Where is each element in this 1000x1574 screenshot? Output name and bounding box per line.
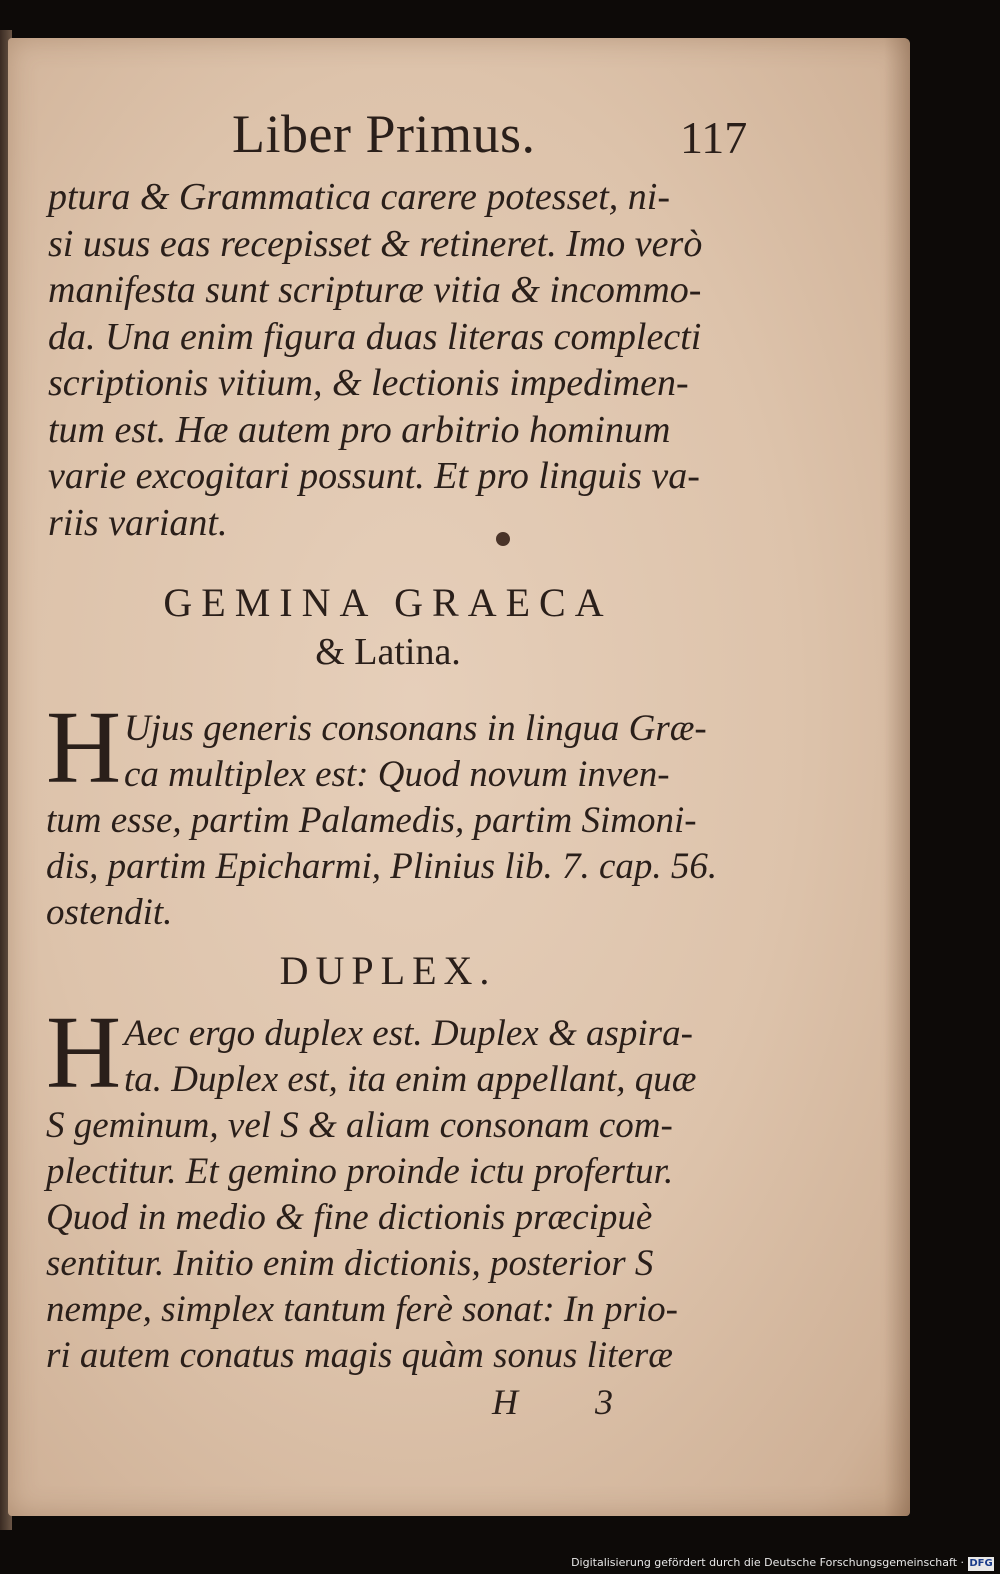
dfg-logo: DFG <box>969 1558 993 1569</box>
text-line: si usus eas recepisset & retineret. Imo verò <box>48 222 703 265</box>
text-line: ptura & Grammatica carere potesset, ni- <box>48 176 670 218</box>
text-line: nempe, simplex tantum ferè sonat: In prio- <box>46 1289 678 1330</box>
text-line: ca multiplex est: Quod novum inven- <box>124 754 670 795</box>
text-line: manifesta sunt scripturæ vitia & incommo- <box>48 269 702 311</box>
text-line: varie excogitari possunt. Et pro linguis va- <box>48 455 700 497</box>
signature-mark: H 3 <box>492 1382 647 1422</box>
paragraph-gemina <box>46 706 766 936</box>
page-gutter-shadow <box>884 38 910 1516</box>
book-page <box>8 38 910 1516</box>
paragraph-duplex <box>46 1011 766 1379</box>
text-line: Ujus generis consonans in lingua Græ- <box>124 708 707 749</box>
text-line: Aec ergo duplex est. Duplex & aspira- <box>124 1013 693 1054</box>
page-number: 117 <box>680 112 748 163</box>
text-line: da. Una enim figura duas literas complecti <box>48 315 702 358</box>
running-head <box>8 104 910 164</box>
text-line: dis, partim Epicharmi, Plinius lib. 7. cap. 56. <box>46 846 718 887</box>
text-line: Quod in medio & fine dictionis præcipuè <box>46 1197 653 1238</box>
drop-cap-initial: H <box>46 690 122 805</box>
text-line: riis variant. <box>48 501 228 544</box>
drop-cap-initial: H <box>46 995 122 1110</box>
digitization-credit: Digitalisierung gefördert durch die Deutsche Forschungsgemeinschaft · <box>571 1556 964 1569</box>
text-line: ri autem conatus magis quàm sonus literæ <box>46 1335 673 1376</box>
text-line: scriptionis vitium, & lectionis impedimen- <box>48 362 689 404</box>
text-block-continued <box>48 174 748 546</box>
text-line: S geminum, vel S & aliam consonam com- <box>46 1105 673 1146</box>
section-subheading-latina: & Latina. <box>315 631 461 673</box>
text-line: plectitur. Et gemino proinde ictu profertur. <box>46 1151 674 1192</box>
running-head-title: Liber Primus. <box>232 104 536 164</box>
section-heading-duplex: DUPLEX. <box>279 948 497 993</box>
text-line: ostendit. <box>46 892 173 933</box>
text-line: sentitur. Initio enim dictionis, posterior S <box>46 1243 654 1284</box>
text-line: tum esse, partim Palamedis, partim Simoni- <box>46 800 697 841</box>
section-heading-gemina-graeca: GEMINA GRAECA <box>163 580 613 625</box>
text-line: ta. Duplex est, ita enim appellant, quæ <box>124 1059 697 1100</box>
text-line: tum est. Hæ autem pro arbitrio hominum <box>48 408 671 451</box>
